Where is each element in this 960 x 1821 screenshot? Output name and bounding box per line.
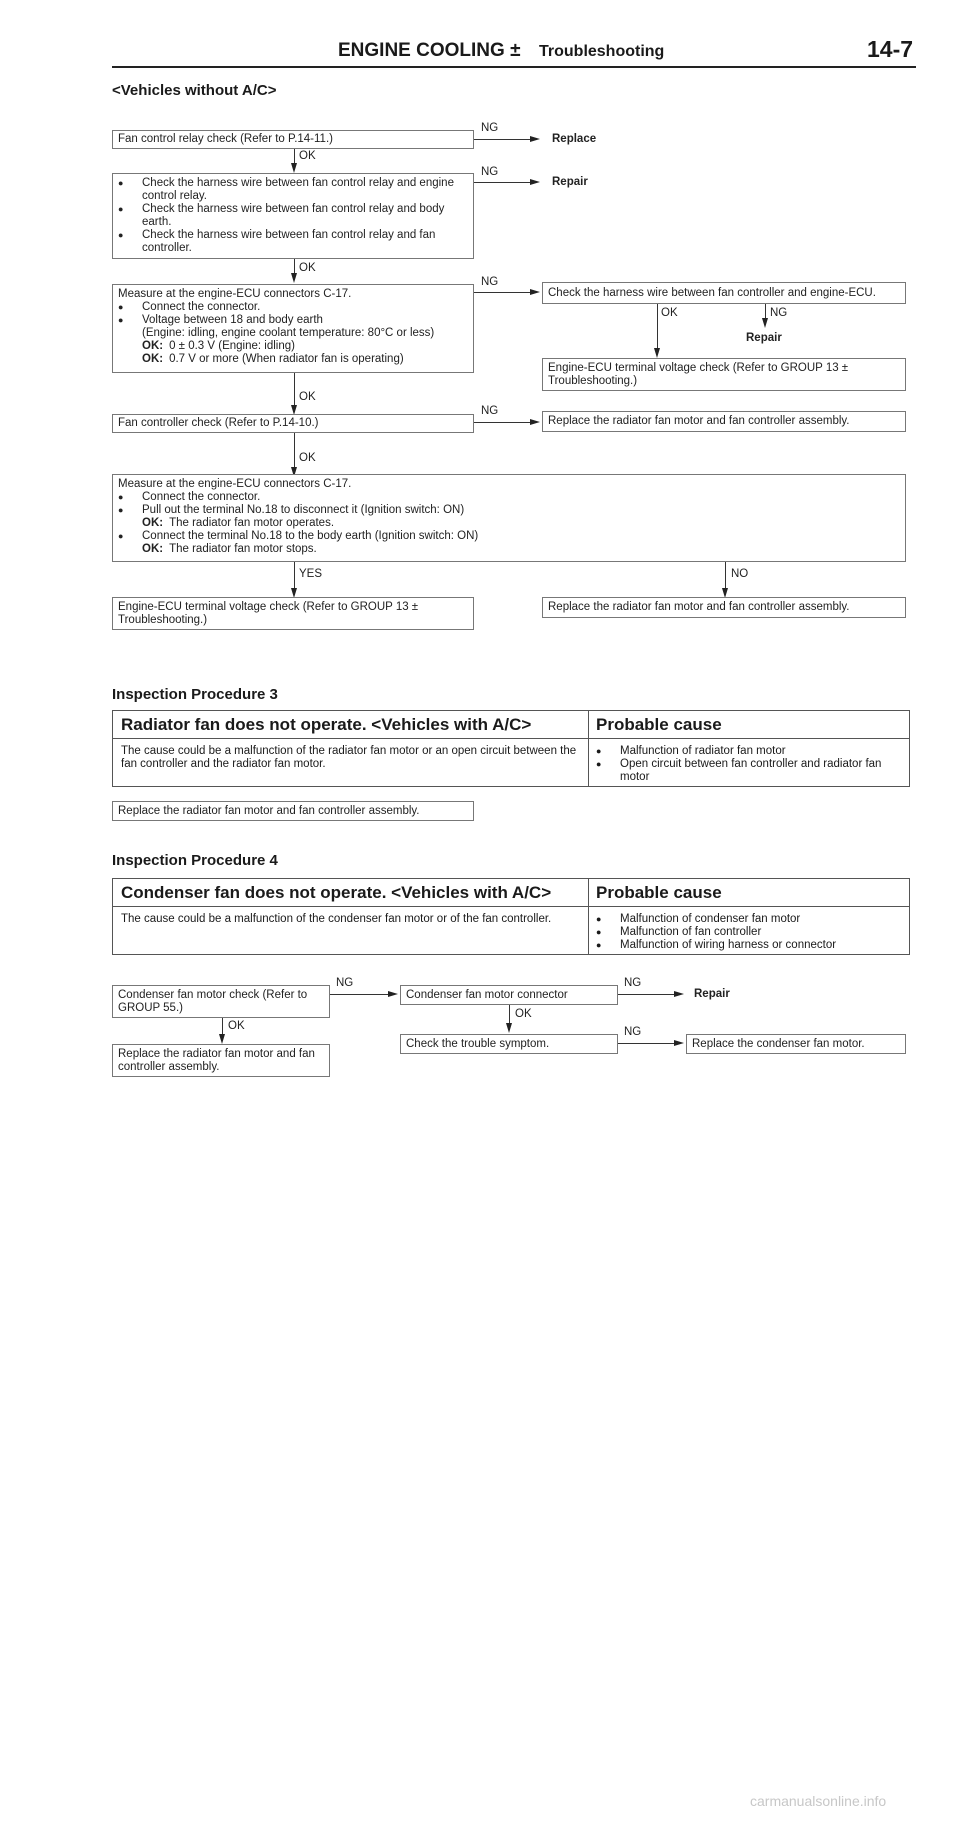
proc3-cause-header: Probable cause (588, 711, 910, 739)
harness-item: ● Check the harness wire between fan control relay and fan controller. (118, 229, 468, 255)
measure-title: Measure at the engine-ECU connectors C-17. (118, 478, 352, 490)
measure-ecu-box (112, 284, 474, 373)
proc4-cause-header: Probable cause (588, 879, 910, 907)
ok-label: OK (661, 307, 678, 319)
ok-spec-text: 0 ± 0.3 V (Engine: idling) (169, 340, 295, 352)
replace-radiator-assembly-box: Replace the radiator fan motor and fan controller assembly. (112, 1044, 330, 1077)
ok-label: OK (299, 452, 316, 464)
cause-item: ● Open circuit between fan controller and radiator fan motor (596, 758, 902, 784)
ok-spec-label: OK: (142, 517, 164, 529)
proc4-causes (588, 908, 910, 957)
harness-fan-ecu-box: Check the harness wire between fan controller and engine-ECU. (542, 282, 906, 304)
measure-condition: (Engine: idling, engine coolant temperature: 80°C or less) (142, 327, 435, 339)
ng-label: NG (481, 166, 499, 178)
proc3-title: Inspection Procedure 3 (112, 686, 278, 703)
arrow-down-icon (506, 1023, 512, 1033)
ok-spec-label: OK: (142, 340, 164, 352)
ecu-voltage-check-box-2: Engine-ECU terminal voltage check (Refer to GROUP 13 ± Troubleshooting.) (112, 597, 474, 630)
harness-check-box (112, 173, 474, 259)
replace-condenser-box: Replace the condenser fan motor. (686, 1034, 906, 1054)
proc3-description: The cause could be a malfunction of the radiator fan motor or an open circuit between the fan controller and the radiator fan motor. (121, 745, 577, 770)
proc3-table (112, 710, 910, 787)
ok-label: OK (228, 1020, 245, 1032)
ok-label: OK (299, 150, 316, 162)
arrow-down-icon (762, 318, 768, 328)
measure-item: ● Connect the connector. (118, 301, 468, 314)
ok-spec (118, 543, 900, 556)
connector-line (474, 292, 530, 293)
measure-item: ● Voltage between 18 and body earth (118, 314, 468, 327)
connector-line (294, 433, 295, 471)
yes-label: YES (299, 568, 323, 580)
ok-spec-text: The radiator fan motor stops. (169, 543, 317, 555)
measure-item: ● Connect the terminal No.18 to the body earth (Ignition switch: ON) (118, 530, 900, 543)
connector-line (330, 994, 388, 995)
check-trouble-box: Check the trouble symptom. (400, 1034, 618, 1054)
cause-item: ● Malfunction of condenser fan motor (596, 913, 902, 926)
arrow-down-icon (654, 348, 660, 358)
proc4-title: Inspection Procedure 4 (112, 852, 278, 869)
proc3-action-box: Replace the radiator fan motor and fan controller assembly. (112, 801, 474, 821)
ng-label: NG (336, 977, 354, 989)
arrow-down-icon (219, 1034, 225, 1044)
page-header (0, 0, 960, 68)
watermark: carmanualsonline.info (750, 1793, 887, 1809)
repair-label: Repair (552, 176, 588, 188)
repair-label: Repair (694, 988, 730, 1000)
arrow-right-icon (530, 289, 540, 295)
fan-controller-check-box: Fan controller check (Refer to P.14-10.) (112, 414, 474, 433)
ng-label: NG (624, 977, 642, 989)
arrow-right-icon (674, 1040, 684, 1046)
cause-item: ● Malfunction of wiring harness or connector (596, 939, 902, 952)
connector-line (618, 1043, 674, 1044)
ecu-voltage-check-box: Engine-ECU terminal voltage check (Refer to GROUP 13 ± Troubleshooting.) (542, 358, 906, 391)
connector-line (657, 304, 658, 352)
connector-line (474, 422, 530, 423)
ok-spec-label: OK: (142, 353, 164, 365)
ok-spec (118, 340, 468, 353)
connector-line (474, 139, 530, 140)
proc4-table (112, 878, 910, 955)
ok-spec-text: 0.7 V or more (When radiator fan is operating) (169, 353, 404, 365)
measure-ecu-box-2 (112, 474, 906, 562)
proc3-causes (588, 740, 910, 789)
condenser-motor-check-box: Condenser fan motor check (Refer to GROUP 55.) (112, 985, 330, 1018)
no-label: NO (731, 568, 749, 580)
ng-label: NG (481, 405, 499, 417)
cause-item: ● Malfunction of fan controller (596, 926, 902, 939)
ng-label: NG (770, 307, 788, 319)
cause-item: ● Malfunction of radiator fan motor (596, 745, 902, 758)
ok-spec (118, 517, 900, 530)
measure-item: ● Pull out the terminal No.18 to disconnect it (Ignition switch: ON) (118, 504, 900, 517)
condenser-connector-box: Condenser fan motor connector (400, 985, 618, 1005)
replace-label: Replace (552, 133, 597, 145)
harness-item: ● Check the harness wire between fan control relay and engine control relay. (118, 177, 468, 203)
measure-title: Measure at the engine-ECU connectors C-17. (118, 288, 352, 300)
ok-spec (118, 353, 468, 366)
repair-label: Repair (746, 332, 782, 344)
header-rule (112, 66, 916, 68)
ng-label: NG (481, 122, 499, 134)
arrow-right-icon (674, 991, 684, 997)
arrow-right-icon (530, 419, 540, 425)
connector-line (474, 182, 530, 183)
replace-assembly-box: Replace the radiator fan motor and fan controller assembly. (542, 411, 906, 432)
arrow-down-icon (291, 163, 297, 173)
replace-assembly-box-2: Replace the radiator fan motor and fan controller assembly. (542, 597, 906, 618)
arrow-right-icon (530, 136, 540, 142)
ng-label: NG (481, 276, 499, 288)
measure-item: ● Connect the connector. (118, 491, 900, 504)
connector-line (618, 994, 674, 995)
header-subtitle: Troubleshooting (539, 43, 665, 60)
page-number: 14-7 (867, 36, 914, 62)
connector-line (294, 373, 295, 409)
arrow-right-icon (530, 179, 540, 185)
header-title: ENGINE COOLING ± (338, 40, 521, 61)
arrow-down-icon (291, 273, 297, 283)
section-title: <Vehicles without A/C> (112, 82, 277, 99)
ok-label: OK (299, 391, 316, 403)
ok-spec-label: OK: (142, 543, 164, 555)
proc4-description: The cause could be a malfunction of the condenser fan motor or of the fan controller. (121, 913, 552, 925)
ok-spec-text: The radiator fan motor operates. (169, 517, 335, 529)
arrow-right-icon (388, 991, 398, 997)
ok-label: OK (299, 262, 316, 274)
ng-label: NG (624, 1026, 642, 1038)
proc3-symptom: Radiator fan does not operate. <Vehicles with A/C> (113, 711, 588, 739)
proc4-symptom: Condenser fan does not operate. <Vehicles with A/C> (113, 879, 588, 907)
fan-relay-check-box: Fan control relay check (Refer to P.14-11.) (112, 130, 474, 149)
harness-item: ● Check the harness wire between fan control relay and body earth. (118, 203, 468, 229)
ok-label: OK (515, 1008, 532, 1020)
